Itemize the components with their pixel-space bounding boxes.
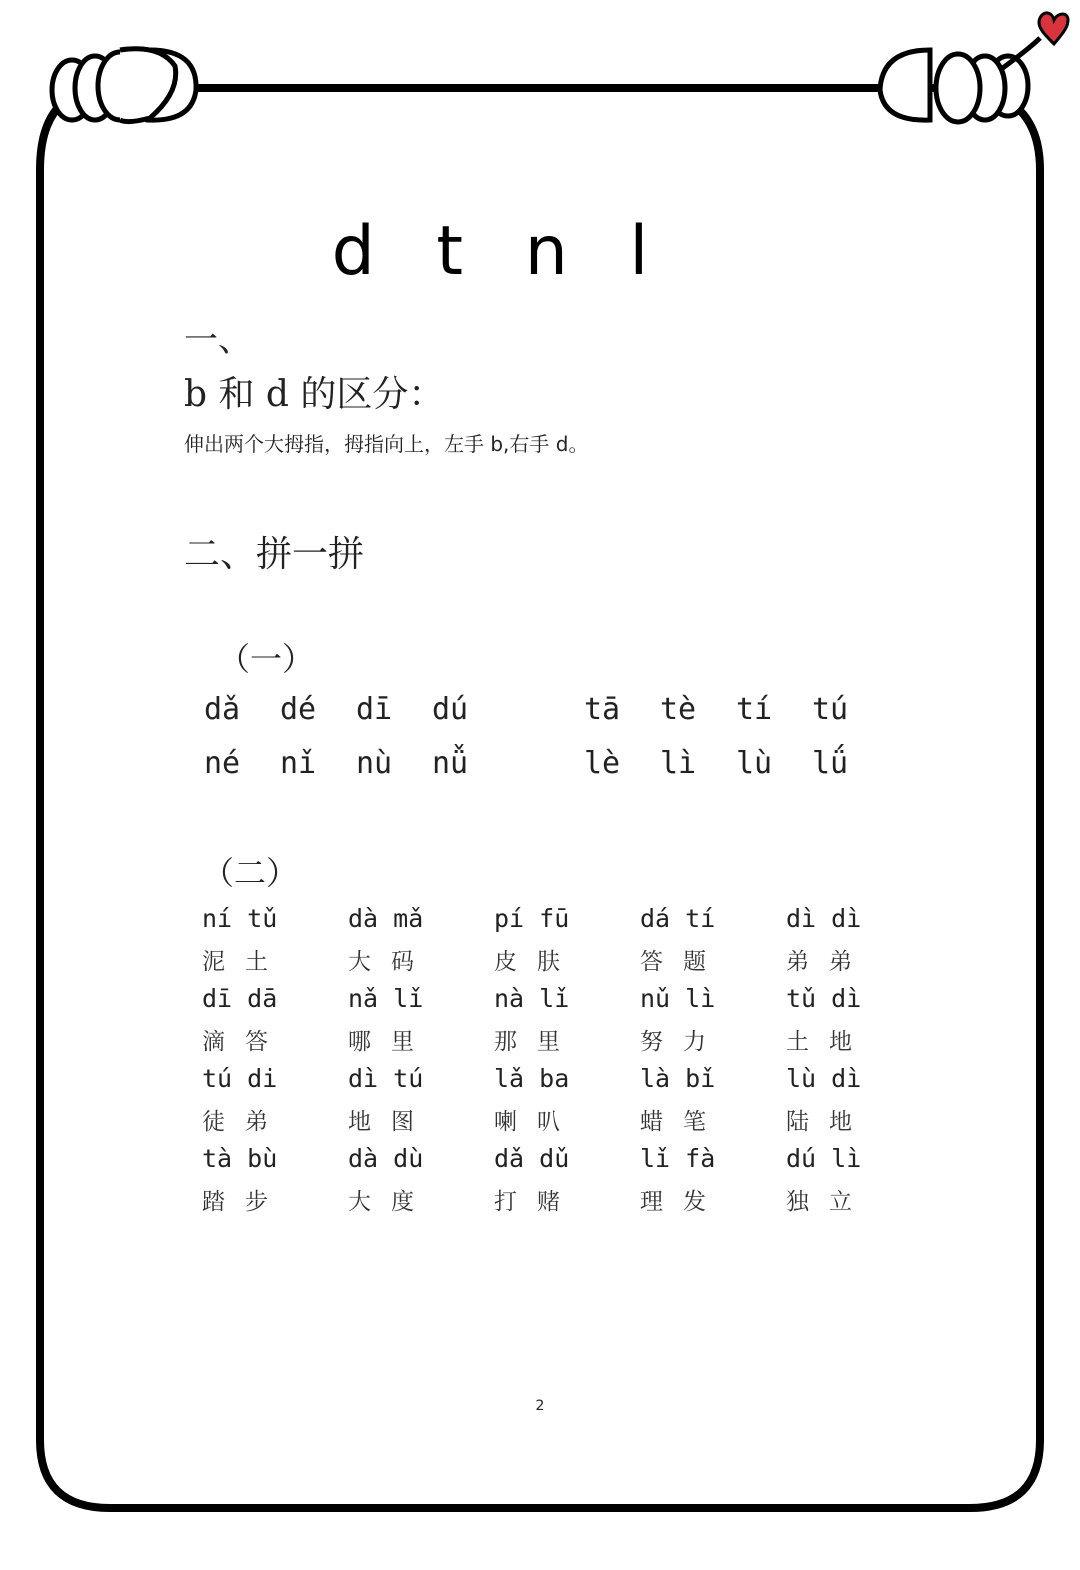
part2-label: （二）: [202, 854, 299, 892]
pinyin-syllable: dú: [432, 692, 469, 727]
pinyin-syllable: tè: [660, 692, 697, 727]
word-pinyin: dǎ dǔ: [494, 1144, 570, 1173]
word-pinyin: dì dì: [786, 904, 862, 933]
word-hanzi: 陆地: [786, 1109, 872, 1135]
pinyin-syllable: tú: [812, 692, 849, 727]
word-hanzi: 地图: [348, 1109, 434, 1135]
word-pinyin: tǔ dì: [786, 984, 862, 1013]
word-cell: [640, 984, 780, 1056]
word-cell: [640, 1064, 780, 1136]
word-pinyin: ní tǔ: [202, 904, 278, 933]
word-pinyin: nǔ lì: [640, 984, 716, 1013]
word-cell: [786, 1144, 926, 1216]
section1-text: 伸出两个大拇指，拇指向上，左手 b,右手 d。: [184, 432, 589, 456]
word-cell: [348, 904, 488, 976]
word-pinyin: tú di: [202, 1064, 278, 1093]
word-pinyin: pí fū: [494, 904, 570, 933]
pinyin-syllable: dǎ: [204, 692, 241, 727]
pinyin-syllable: dé: [280, 692, 317, 727]
word-cell: [494, 1064, 634, 1136]
pinyin-syllable: nǚ: [432, 746, 469, 781]
word-cell: [786, 1064, 926, 1136]
pinyin-syllable: lè: [584, 746, 621, 781]
word-cell: [202, 1144, 342, 1216]
cartoon-hand-right: [880, 38, 1040, 122]
word-hanzi: 大码: [348, 949, 434, 975]
word-pinyin: là bǐ: [640, 1064, 716, 1093]
word-hanzi: 泥土: [202, 949, 288, 975]
word-hanzi: 答题: [640, 949, 726, 975]
word-cell: [348, 984, 488, 1056]
page-number: 2: [535, 1398, 545, 1414]
word-pinyin: nà lǐ: [494, 984, 570, 1013]
word-cell: [202, 984, 342, 1056]
word-hanzi: 大度: [348, 1189, 434, 1215]
word-pinyin: dà dù: [348, 1144, 424, 1173]
word-pinyin: dú lì: [786, 1144, 862, 1173]
word-cell: [494, 1144, 634, 1216]
word-pinyin: lǎ ba: [494, 1064, 570, 1093]
word-pinyin: dà mǎ: [348, 904, 424, 933]
word-hanzi: 打赌: [494, 1189, 580, 1215]
word-pinyin: lù dì: [786, 1064, 862, 1093]
word-cell: [348, 1144, 488, 1216]
word-hanzi: 徒弟: [202, 1109, 288, 1135]
word-hanzi: 蜡笔: [640, 1109, 726, 1135]
word-pinyin: dì tú: [348, 1064, 424, 1093]
word-hanzi: 土地: [786, 1029, 872, 1055]
word-cell: [494, 984, 634, 1056]
word-hanzi: 弟弟: [786, 949, 872, 975]
part1-label: （一）: [218, 640, 315, 678]
word-hanzi: 哪里: [348, 1029, 434, 1055]
word-cell: [494, 904, 634, 976]
heart-icon: [1039, 13, 1068, 44]
word-hanzi: 喇叭: [494, 1109, 580, 1135]
word-pinyin: tà bù: [202, 1144, 278, 1173]
pinyin-syllable: tā: [584, 692, 621, 727]
pinyin-syllable: dī: [356, 692, 393, 727]
word-cell: [786, 984, 926, 1056]
word-cell: [202, 1064, 342, 1136]
pinyin-syllable: nù: [356, 746, 393, 781]
word-hanzi: 踏步: [202, 1189, 288, 1215]
word-hanzi: 努力: [640, 1029, 726, 1055]
word-pinyin: lǐ fà: [640, 1144, 716, 1173]
section1-heading: b 和 d 的区分：: [184, 374, 445, 415]
word-pinyin: nǎ lǐ: [348, 984, 424, 1013]
word-pinyin: dī dā: [202, 984, 278, 1013]
pinyin-syllable: né: [204, 746, 241, 781]
word-cell: [786, 904, 926, 976]
pinyin-syllable: tí: [736, 692, 773, 727]
section1-number: 一、: [184, 320, 252, 360]
pinyin-syllable: nǐ: [280, 746, 317, 781]
pinyin-syllable: lì: [660, 746, 697, 781]
word-cell: [640, 1144, 780, 1216]
pinyin-syllable: lǘ: [812, 746, 849, 781]
word-hanzi: 滴答: [202, 1029, 288, 1055]
word-pinyin: dá tí: [640, 904, 716, 933]
word-hanzi: 理发: [640, 1189, 726, 1215]
cartoon-hand-left: [52, 49, 196, 122]
section2-heading: 二、拼一拼: [184, 534, 365, 575]
word-cell: [348, 1064, 488, 1136]
word-cell: [202, 904, 342, 976]
word-hanzi: 独立: [786, 1189, 872, 1215]
word-hanzi: 那里: [494, 1029, 580, 1055]
page-title: d t n l: [331, 212, 669, 291]
word-hanzi: 皮肤: [494, 949, 580, 975]
pinyin-syllable: lù: [736, 746, 773, 781]
word-cell: [640, 904, 780, 976]
